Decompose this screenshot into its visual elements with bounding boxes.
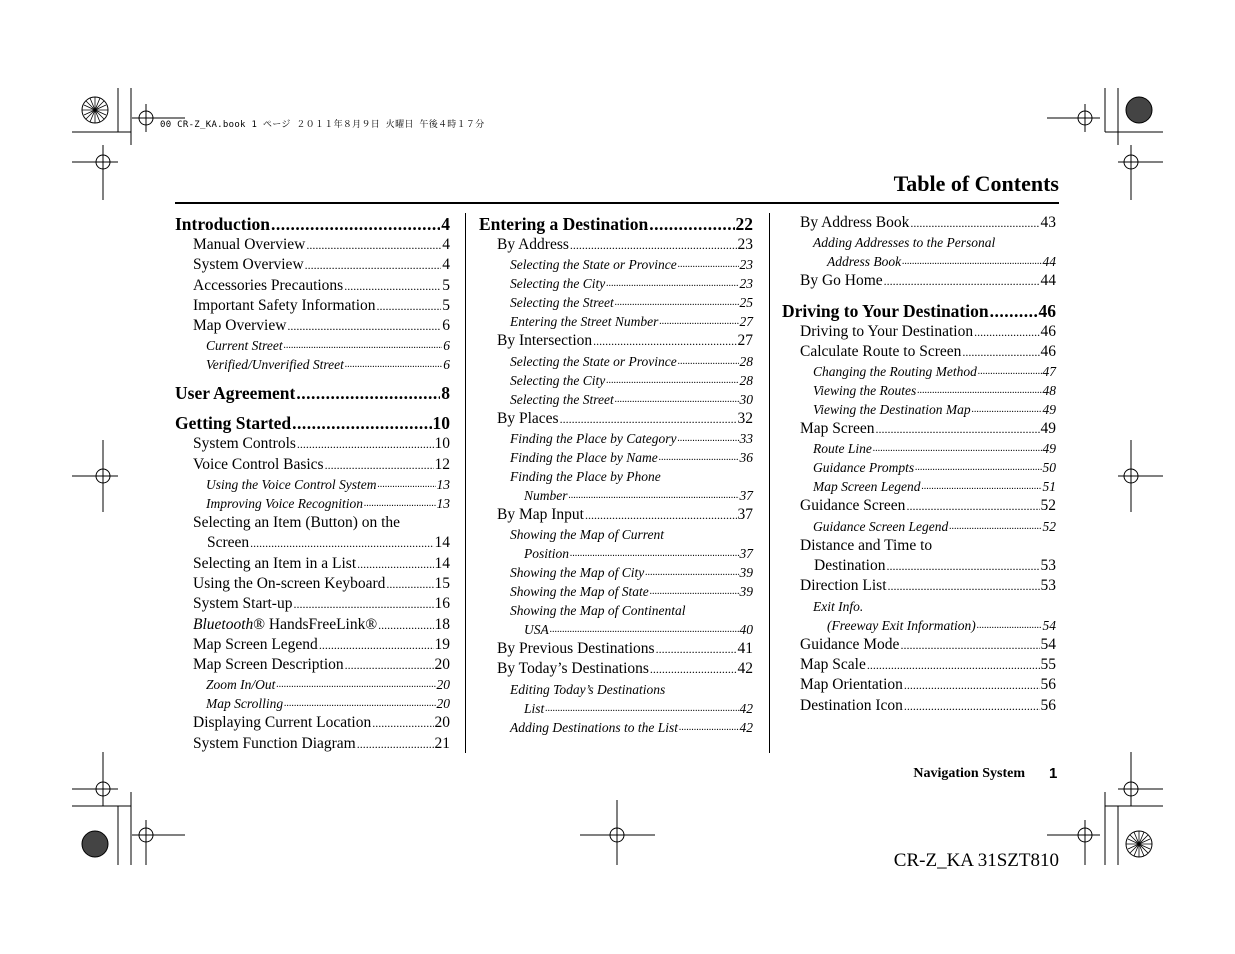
toc-entry-page: 37 xyxy=(737,505,753,523)
toc-entry[interactable] xyxy=(175,235,450,255)
leader-dots xyxy=(904,675,1040,695)
leader-dots xyxy=(319,635,434,655)
toc-entry[interactable] xyxy=(782,655,1056,675)
toc-entry[interactable] xyxy=(175,434,450,454)
toc-entry-page: 47 xyxy=(1042,364,1056,380)
page-number: 1 xyxy=(1049,765,1058,782)
column-divider xyxy=(769,213,770,753)
toc-entry-title: Distance and Time to xyxy=(800,536,933,554)
leader-dots xyxy=(678,350,739,371)
toc-entry-title: Viewing the Destination Map xyxy=(813,402,971,418)
toc-entry-title-cont: USA xyxy=(524,622,549,638)
toc-entry[interactable] xyxy=(175,615,450,635)
toc-entry-page: 50 xyxy=(1042,460,1056,476)
leader-dots xyxy=(615,291,739,312)
toc-entry-page: 13 xyxy=(436,477,450,493)
toc-entry-title: Showing the Map of Current xyxy=(510,527,664,543)
toc-entry-title: Finding the Place by Name xyxy=(510,449,658,465)
leader-dots xyxy=(305,255,442,275)
leader-dots xyxy=(906,496,1039,516)
toc-entry-title: Adding Addresses to the Personal xyxy=(813,235,996,251)
leader-dots xyxy=(287,316,441,336)
toc-entry-page: 46 xyxy=(1038,300,1056,321)
toc-entry-title: Map Screen Legend xyxy=(193,635,318,653)
toc-entry[interactable] xyxy=(782,322,1056,342)
toc-entry-page: 42 xyxy=(739,719,753,735)
title-rule xyxy=(175,202,1059,204)
toc-entry-page: 39 xyxy=(739,565,753,581)
toc-entry-title: Current Street xyxy=(206,338,283,354)
leader-dots xyxy=(888,576,1040,596)
toc-entry-continuation[interactable] xyxy=(175,533,450,553)
leader-dots xyxy=(284,334,443,355)
toc-entry-title-cont: Address Book xyxy=(827,254,902,270)
leader-dots xyxy=(293,594,433,614)
leader-dots xyxy=(606,272,738,293)
toc-entry[interactable] xyxy=(175,655,450,675)
toc-entry-page: 4 xyxy=(442,256,450,274)
toc-entry-page: 51 xyxy=(1042,479,1056,495)
section-gap xyxy=(175,374,450,382)
toc-entry-continuation[interactable] xyxy=(479,620,753,639)
toc-entry-title: Adding Destinations to the List xyxy=(510,719,679,735)
toc-entry[interactable] xyxy=(479,390,753,409)
toc-entry-page: 20 xyxy=(434,714,450,732)
leader-dots xyxy=(550,618,739,639)
toc-entry-page: 10 xyxy=(434,435,450,453)
toc-entry[interactable] xyxy=(479,659,753,679)
toc-entry-title: Entering a Destination xyxy=(479,214,649,234)
toc-entry-page: 32 xyxy=(737,409,753,427)
toc-column-2 xyxy=(479,213,753,737)
toc-entry-page: 56 xyxy=(1040,696,1056,714)
toc-entry-title-cont: (Freeway Exit Information) xyxy=(827,617,976,633)
toc-entry-page: 22 xyxy=(735,214,753,234)
leader-dots xyxy=(650,659,737,679)
toc-entry-page: 20 xyxy=(434,656,450,674)
toc-entry-title: By Intersection xyxy=(497,332,593,350)
leader-dots xyxy=(364,492,436,513)
leader-dots xyxy=(886,556,1039,576)
leader-dots xyxy=(649,213,734,235)
toc-entry-title: Important Safety Information xyxy=(193,296,376,314)
toc-entry[interactable] xyxy=(175,296,450,316)
toc-entry-title: Destination Icon xyxy=(800,696,903,714)
leader-dots xyxy=(915,456,1041,477)
leader-dots xyxy=(678,253,739,274)
toc-entry[interactable] xyxy=(175,255,450,275)
toc-entry-page: 19 xyxy=(434,635,450,653)
toc-entry-page: 28 xyxy=(739,353,753,369)
toc-column-1 xyxy=(175,213,450,754)
toc-section-heading[interactable] xyxy=(175,213,450,235)
toc-entry-page: 6 xyxy=(442,317,450,335)
toc-entry-page: 43 xyxy=(1040,214,1056,231)
toc-entry[interactable] xyxy=(782,271,1056,291)
leader-dots xyxy=(569,484,739,505)
toc-entry-title-rest: ® HandsFreeLink® xyxy=(253,615,378,633)
toc-entry-page: 54 xyxy=(1040,635,1056,653)
page-title: Table of Contents xyxy=(893,171,1059,196)
toc-entry-title: Displaying Current Location xyxy=(193,714,372,732)
toc-entry-title: Entering the Street Number xyxy=(510,314,659,330)
toc-entry-title: Map Scrolling xyxy=(206,696,284,712)
toc-entry-page: 18 xyxy=(434,615,450,633)
leader-dots xyxy=(867,655,1040,675)
toc-entry-page: 52 xyxy=(1042,518,1056,534)
toc-entry-page: 41 xyxy=(737,640,753,658)
leader-dots xyxy=(900,635,1039,655)
leader-dots xyxy=(978,360,1042,381)
toc-entry-title: By Places xyxy=(497,409,559,427)
toc-entry-page: 5 xyxy=(442,276,450,294)
toc-entry-title: Selecting the State or Province xyxy=(510,257,677,273)
toc-entry-title-italic: Bluetooth xyxy=(193,615,254,633)
toc-entry-page: 21 xyxy=(434,734,450,752)
leader-dots xyxy=(560,409,737,429)
toc-entry[interactable] xyxy=(175,513,450,533)
leader-dots xyxy=(306,235,441,255)
toc-entry-title: Map Orientation xyxy=(800,676,903,694)
leader-dots xyxy=(545,697,738,718)
toc-entry-title: Using the On-screen Keyboard xyxy=(193,574,386,592)
toc-entry-page: 49 xyxy=(1042,402,1056,418)
toc-entry-page: 12 xyxy=(434,455,450,473)
leader-dots xyxy=(345,353,442,374)
toc-entry-title: System Overview xyxy=(193,256,304,274)
leader-dots xyxy=(284,692,435,713)
toc-entry-page: 54 xyxy=(1042,617,1056,633)
toc-entry[interactable] xyxy=(479,718,753,737)
leader-dots xyxy=(296,382,440,404)
leader-dots xyxy=(606,369,738,390)
toc-entry-page: 30 xyxy=(739,391,753,407)
leader-dots xyxy=(645,561,738,582)
toc-entry-page: 53 xyxy=(1040,577,1056,595)
toc-entry[interactable] xyxy=(175,316,450,336)
toc-entry-title: Using the Voice Control System xyxy=(206,477,377,493)
toc-entry-title: By Map Input xyxy=(497,505,584,523)
toc-entry[interactable] xyxy=(479,331,753,351)
leader-dots xyxy=(292,412,431,434)
toc-entry-page: 42 xyxy=(739,700,753,716)
toc-entry[interactable] xyxy=(782,496,1056,516)
leader-dots xyxy=(570,235,737,255)
leader-dots xyxy=(345,655,434,675)
toc-entry-title: Driving to Your Destination xyxy=(800,322,974,340)
toc-entry[interactable] xyxy=(479,639,753,659)
toc-entry-title: Guidance Prompts xyxy=(813,460,915,476)
toc-entry-title: Accessories Precautions xyxy=(193,276,344,294)
toc-entry[interactable] xyxy=(782,536,1056,556)
leader-dots xyxy=(972,398,1042,419)
toc-entry[interactable] xyxy=(782,675,1056,695)
toc-entry-page: 42 xyxy=(737,660,753,678)
toc-entry-title-cont: Destination xyxy=(814,557,886,575)
leader-dots xyxy=(615,388,739,409)
toc-entry[interactable] xyxy=(782,696,1056,716)
leader-dots xyxy=(974,322,1039,342)
toc-entry-continuation[interactable] xyxy=(782,252,1056,271)
toc-entry-page: 10 xyxy=(432,413,450,434)
leader-dots xyxy=(677,427,738,448)
leader-dots xyxy=(659,310,738,331)
toc-entry-title: By Address xyxy=(497,236,569,253)
toc-entry-page: 25 xyxy=(739,295,753,311)
leader-dots xyxy=(656,639,737,659)
toc-entry-title: By Previous Destinations xyxy=(497,640,655,658)
toc-entry-title: By Go Home xyxy=(800,272,883,290)
toc-entry-page: 23 xyxy=(739,257,753,273)
toc-entry[interactable] xyxy=(175,594,450,614)
toc-entry-page: 49 xyxy=(1040,420,1056,438)
toc-entry-title: Selecting the State or Province xyxy=(510,353,677,369)
toc-entry-title: Changing the Routing Method xyxy=(813,364,977,380)
leader-dots xyxy=(902,250,1041,271)
leader-dots xyxy=(873,437,1042,458)
toc-entry-title: User Agreement xyxy=(175,383,296,404)
toc-entry-page: 55 xyxy=(1040,655,1056,673)
toc-entry-title: Map Overview xyxy=(193,317,287,335)
toc-entry-page: 20 xyxy=(436,696,450,712)
toc-entry-title-cont: List xyxy=(524,700,545,716)
toc-entry-page: 27 xyxy=(739,314,753,330)
leader-dots xyxy=(344,276,441,296)
toc-entry-title: Showing the Map of Continental xyxy=(510,603,686,619)
section-gap xyxy=(782,292,1056,300)
toc-entry-page: 49 xyxy=(1042,441,1056,457)
toc-entry-page: 4 xyxy=(441,214,450,234)
leader-dots xyxy=(921,475,1041,496)
toc-entry-page: 16 xyxy=(434,595,450,613)
toc-entry-title: Map Scale xyxy=(800,655,866,673)
leader-dots xyxy=(949,515,1041,536)
toc-entry-title-cont: Position xyxy=(524,546,570,562)
toc-entry[interactable] xyxy=(782,517,1056,536)
leader-dots xyxy=(962,342,1039,362)
leader-dots xyxy=(917,379,1041,400)
toc-entry-title: Zoom In/Out xyxy=(206,677,276,693)
toc-entry-title: System Function Diagram xyxy=(193,734,356,752)
toc-entry-title: Driving to Your Destination xyxy=(782,300,989,321)
toc-entry-title: Voice Control Basics xyxy=(193,455,324,473)
toc-entry-page: 8 xyxy=(441,383,450,404)
toc-column-3 xyxy=(782,213,1056,716)
toc-entry[interactable] xyxy=(782,576,1056,596)
toc-entry-page: 20 xyxy=(436,677,450,693)
toc-entry[interactable] xyxy=(175,494,450,513)
toc-entry-page: 15 xyxy=(434,574,450,592)
leader-dots xyxy=(357,554,433,574)
toc-entry[interactable] xyxy=(175,635,450,655)
leader-dots xyxy=(977,614,1042,635)
toc-entry-page: 44 xyxy=(1042,254,1056,270)
toc-section-heading[interactable] xyxy=(782,300,1056,322)
toc-entry-title: Showing the Map of State xyxy=(510,584,649,600)
column-divider xyxy=(465,213,466,753)
toc-entry-title: Exit Info. xyxy=(813,598,864,614)
toc-entry[interactable] xyxy=(479,312,753,331)
toc-entry-page: 37 xyxy=(739,546,753,562)
toc-entry-page: 53 xyxy=(1040,557,1056,575)
toc-entry-title: Improving Voice Recognition xyxy=(206,496,363,512)
leader-dots xyxy=(904,696,1040,716)
book-print-info: 00 CR-Z_KA.book 1 ページ ２０１１年８月９日 火曜日 午後４時１７分 xyxy=(160,120,485,130)
toc-entry-title: Calculate Route to Screen xyxy=(800,342,962,360)
leader-dots xyxy=(271,213,440,235)
leader-dots xyxy=(650,580,739,601)
toc-entry-title: Selecting an Item (Button) on the xyxy=(193,514,401,532)
toc-entry-page: 5 xyxy=(442,296,450,314)
toc-entry[interactable] xyxy=(175,574,450,594)
toc-entry-title: Guidance Screen xyxy=(800,497,906,515)
toc-entry-title: Guidance Screen Legend xyxy=(813,518,949,534)
toc-entry-page: 23 xyxy=(737,236,753,253)
toc-entry-page: 14 xyxy=(434,554,450,572)
toc-entry-page: 44 xyxy=(1040,272,1056,290)
leader-dots xyxy=(250,533,433,553)
toc-entry[interactable] xyxy=(782,400,1056,419)
toc-entry[interactable] xyxy=(175,554,450,574)
toc-entry-title: Selecting the Street xyxy=(510,391,614,407)
toc-entry[interactable] xyxy=(479,582,753,601)
document-code: CR-Z_KA 31SZT810 xyxy=(893,850,1059,871)
toc-entry-title: By Address Book xyxy=(800,214,910,231)
leader-dots xyxy=(659,446,739,467)
toc-section-heading[interactable] xyxy=(175,412,450,434)
leader-dots xyxy=(357,734,434,754)
toc-entry-title: Map Screen Description xyxy=(193,656,344,674)
leader-dots xyxy=(297,434,434,454)
toc-entry-title: Verified/Unverified Street xyxy=(206,357,344,373)
toc-entry-title: Viewing the Routes xyxy=(813,383,917,399)
toc-entry-page: 28 xyxy=(739,372,753,388)
toc-entry-title xyxy=(193,615,377,635)
toc-entry-title: Introduction xyxy=(175,214,270,234)
toc-entry-title: Route Line xyxy=(813,441,872,457)
toc-section-heading[interactable] xyxy=(479,213,753,235)
toc-entry-title: Selecting an Item in a List xyxy=(193,554,357,572)
toc-entry-title: Getting Started xyxy=(175,413,292,434)
leader-dots xyxy=(910,213,1039,233)
toc-entry-page: 4 xyxy=(442,236,450,253)
leader-dots xyxy=(377,296,442,316)
toc-entry[interactable] xyxy=(175,713,450,733)
toc-entry-page: 6 xyxy=(443,338,450,354)
section-gap xyxy=(175,404,450,412)
toc-entry[interactable] xyxy=(782,342,1056,362)
toc-entry-title: System Start-up xyxy=(193,595,293,613)
toc-entry-page: 37 xyxy=(739,487,753,503)
toc-entry[interactable] xyxy=(175,734,450,754)
toc-entry-page: 14 xyxy=(434,534,450,552)
toc-entry-title: System Controls xyxy=(193,435,296,453)
leader-dots xyxy=(679,716,738,737)
toc-entry-title-cont: Screen xyxy=(207,534,250,552)
toc-entry[interactable] xyxy=(479,448,753,467)
toc-entry[interactable] xyxy=(782,635,1056,655)
toc-entry-title: Finding the Place by Phone xyxy=(510,468,661,484)
toc-entry[interactable] xyxy=(479,505,753,525)
leader-dots xyxy=(377,473,435,494)
toc-entry-title: Direction List xyxy=(800,577,887,595)
leader-dots xyxy=(990,300,1038,322)
toc-entry-title: Map Screen xyxy=(800,420,875,438)
toc-entry-title: Selecting the Street xyxy=(510,295,614,311)
toc-entry-continuation[interactable] xyxy=(782,616,1056,635)
toc-entry-title: Showing the Map of City xyxy=(510,565,645,581)
toc-entry-page: 23 xyxy=(739,276,753,292)
toc-entry-title: Guidance Mode xyxy=(800,635,900,653)
toc-entry-title: Selecting the City xyxy=(510,276,606,292)
toc-entry-page: 33 xyxy=(739,430,753,446)
toc-entry[interactable] xyxy=(175,355,450,374)
toc-entry[interactable] xyxy=(175,276,450,296)
toc-entry-continuation[interactable] xyxy=(782,556,1056,576)
toc-entry-page: 13 xyxy=(436,496,450,512)
toc-entry[interactable] xyxy=(479,235,753,255)
leader-dots xyxy=(884,271,1040,291)
toc-entry-page: 40 xyxy=(739,622,753,638)
toc-entry-page: 48 xyxy=(1042,383,1056,399)
toc-entry-page: 46 xyxy=(1040,342,1056,360)
leader-dots xyxy=(585,505,737,525)
toc-entry-title: Map Screen Legend xyxy=(813,479,921,495)
toc-entry-page: 39 xyxy=(739,584,753,600)
toc-section-heading[interactable] xyxy=(175,382,450,404)
leader-dots xyxy=(593,331,736,351)
toc-entry-page: 36 xyxy=(739,449,753,465)
toc-entry-title: Manual Overview xyxy=(193,236,306,253)
toc-entry[interactable] xyxy=(175,694,450,713)
toc-entry[interactable] xyxy=(782,477,1056,496)
toc-entry-title-cont: Number xyxy=(524,487,568,503)
toc-entry[interactable] xyxy=(479,409,753,429)
toc-entry-page: 6 xyxy=(443,357,450,373)
leader-dots xyxy=(276,673,435,694)
toc-entry-page: 27 xyxy=(737,332,753,350)
toc-entry[interactable] xyxy=(782,419,1056,439)
toc-entry-title: Editing Today’s Destinations xyxy=(510,681,666,697)
leader-dots xyxy=(378,615,433,635)
leader-dots xyxy=(325,455,434,475)
toc-entry[interactable] xyxy=(782,213,1056,233)
toc-entry-continuation[interactable] xyxy=(479,486,753,505)
leader-dots xyxy=(875,419,1039,439)
toc-entry-title: Selecting the City xyxy=(510,372,606,388)
toc-entry-page: 52 xyxy=(1040,497,1056,515)
toc-entry-page: 56 xyxy=(1040,676,1056,694)
leader-dots xyxy=(372,713,433,733)
toc-entry-title: By Today’s Destinations xyxy=(497,660,649,678)
footer-section-name: Navigation System xyxy=(913,766,1025,781)
toc-entry[interactable] xyxy=(175,455,450,475)
leader-dots xyxy=(570,542,738,563)
toc-entry-page: 46 xyxy=(1040,322,1056,340)
toc-entry-title: Finding the Place by Category xyxy=(510,430,677,446)
leader-dots xyxy=(386,574,433,594)
